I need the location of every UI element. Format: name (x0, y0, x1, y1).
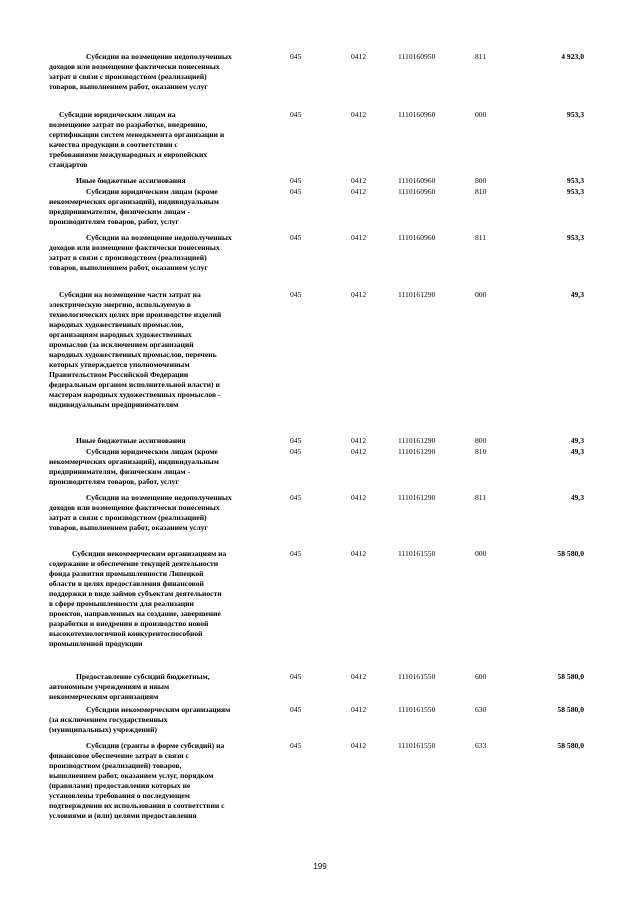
amount: 953,3 (566, 187, 584, 196)
amount: 58 580,0 (557, 705, 584, 714)
row-name-line: затрат в связи с производством (реализацией) (49, 513, 207, 522)
ministry-code: 045 (290, 493, 302, 502)
ministry-code: 045 (290, 110, 302, 119)
row-name-line: сертификации систем менеджмента организации и (49, 130, 225, 139)
section-code: 0412 (351, 447, 367, 456)
amount: 49,3 (570, 290, 584, 299)
row-name-line: выполнением работ, оказанием услуг, порядком (49, 771, 214, 780)
row-name (49, 493, 259, 533)
row-name (49, 705, 259, 735)
target-article-code: 1110161290 (398, 436, 436, 445)
row-name-line: проектов, направленных на создание, завершение (49, 609, 221, 618)
amount: 953,3 (566, 176, 584, 185)
section-code: 0412 (351, 549, 367, 558)
row-name (49, 52, 259, 92)
row-name-line: промышленной продукции (49, 639, 143, 648)
expense-type-code: 000 (475, 110, 487, 119)
row-name-line: фонда развития промышленности Липецкой (49, 569, 204, 578)
row-name-line: высокотехнологичной конкурентоспособной (49, 629, 203, 638)
row-name-line: народных художественных промыслов, (49, 320, 184, 329)
row-name-line: условиями и (или) целями предоставления (49, 811, 197, 820)
expense-type-code: 811 (475, 52, 487, 61)
target-article-code: 1110161290 (398, 290, 436, 299)
row-name-line: стандартов (49, 160, 88, 169)
section-code: 0412 (351, 290, 367, 299)
ministry-code: 045 (290, 741, 302, 750)
row-name-line: Субсидии юридическим лицам (кроме (86, 187, 218, 196)
target-article-code: 1110160960 (398, 110, 436, 119)
amount: 58 580,0 (557, 741, 584, 750)
ministry-code: 045 (290, 176, 302, 185)
amount: 49,3 (570, 436, 584, 445)
row-name-line: Субсидии на возмещение недополученных (86, 233, 232, 242)
row-name-line: технологических целях при производстве изделий (49, 310, 222, 319)
row-name-line: народных художественных промыслов, перечень (49, 350, 217, 359)
amount: 58 580,0 (557, 549, 584, 558)
row-name-line: Субсидии некоммерческим организациям на (72, 549, 227, 558)
row-name (49, 110, 259, 170)
expense-type-code: 000 (475, 549, 487, 558)
target-article-code: 1110160950 (398, 52, 436, 61)
target-article-code: 1110161550 (398, 672, 436, 681)
row-name-line: производителям товаров, работ, услуг (49, 477, 179, 486)
row-name (49, 176, 259, 186)
row-name-line: электрическую энергию, используемую в (49, 300, 191, 309)
row-name-line: предпринимателям, физическим лицам - (49, 467, 190, 476)
row-name-line: предпринимателям, физическим лицам - (49, 207, 190, 216)
row-name-line: производством (реализацией) товаров, (49, 761, 182, 770)
ministry-code: 045 (290, 290, 302, 299)
row-name-line: некоммерческих организаций), индивидуальным (49, 197, 219, 206)
row-name-line: производителям товаров, работ, услуг (49, 217, 179, 226)
expense-type-code: 800 (475, 436, 487, 445)
expense-type-code: 800 (475, 176, 487, 185)
ministry-code: 045 (290, 672, 302, 681)
ministry-code: 045 (290, 447, 302, 456)
row-name-line: Иные бюджетные ассигнования (76, 176, 186, 185)
row-name-line: Субсидии юридическим лицам (кроме (86, 447, 218, 456)
row-name-line: затрат в связи с производством (реализацией) (49, 253, 207, 262)
row-name-line: федеральным органом исполнительной власти) и (49, 380, 220, 389)
row-name-line: товаров, выполнением работ, оказанием услуг (49, 523, 208, 532)
section-code: 0412 (351, 187, 367, 196)
row-name-line: некоммерческим организациям (49, 692, 159, 701)
target-article-code: 1110161550 (398, 549, 436, 558)
row-name-line: поддержки в виде займов субъектам деятельности (49, 589, 222, 598)
row-name (49, 549, 259, 649)
section-code: 0412 (351, 436, 367, 445)
row-name-line: доходов или возмещение фактически понесенных (49, 503, 220, 512)
ministry-code: 045 (290, 436, 302, 445)
row-name-line: области в целях предоставления финансовой (49, 579, 204, 588)
row-name-line: установлены требования о последующем (49, 791, 190, 800)
target-article-code: 1110160960 (398, 176, 436, 185)
amount: 49,3 (570, 493, 584, 502)
ministry-code: 045 (290, 705, 302, 714)
row-name (49, 741, 259, 821)
row-name (49, 290, 259, 410)
row-name-line: Субсидии (гранты в форме субсидий) на (86, 741, 225, 750)
amount: 953,3 (566, 110, 584, 119)
section-code: 0412 (351, 110, 367, 119)
row-name-line: разработки и внедрения в производство новой (49, 619, 209, 628)
section-code: 0412 (351, 233, 367, 242)
expense-type-code: 810 (475, 447, 487, 456)
row-name-line: качества продукции в соответствии с (49, 140, 178, 149)
row-name-line: в сфере промышленности для реализации (49, 599, 194, 608)
ministry-code: 045 (290, 187, 302, 196)
expense-type-code: 633 (475, 741, 487, 750)
amount: 58 580,0 (557, 672, 584, 681)
row-name-line: финансовое обеспечение затрат в связи с (49, 751, 189, 760)
row-name-line: Субсидии на возмещение части затрат на (59, 290, 201, 299)
row-name-line: Предоставление субсидий бюджетным, (76, 672, 210, 681)
row-name-line: возмещение затрат по разработке, внедрению, (49, 120, 208, 129)
row-name-line: (правилами) предоставления которых не (49, 781, 191, 790)
target-article-code: 1110161290 (398, 493, 436, 502)
section-code: 0412 (351, 176, 367, 185)
target-article-code: 1110161550 (398, 741, 436, 750)
row-name-line: (за исключением государственных (49, 715, 168, 724)
amount: 4 923,0 (561, 52, 584, 61)
row-name-line: товаров, выполнением работ, оказанием услуг (49, 82, 208, 91)
section-code: 0412 (351, 493, 367, 502)
ministry-code: 045 (290, 549, 302, 558)
ministry-code: 045 (290, 233, 302, 242)
row-name-line: Субсидии на возмещение недополученных (86, 493, 232, 502)
row-name-line: Субсидии юридическим лицам на (59, 110, 176, 119)
row-name-line: промыслов (за исключением организаций (49, 340, 194, 349)
ministry-code: 045 (290, 52, 302, 61)
row-name-line: затрат в связи с производством (реализацией) (49, 72, 207, 81)
row-name-line: некоммерческих организаций), индивидуальным (49, 457, 219, 466)
row-name-line: Иные бюджетные ассигнования (76, 436, 186, 445)
row-name-line: содержание и обеспечение текущей деятельности (49, 559, 219, 568)
amount: 49,3 (570, 447, 584, 456)
row-name (49, 672, 259, 702)
row-name-line: требованиями международных и европейских (49, 150, 208, 159)
expense-type-code: 811 (475, 233, 487, 242)
row-name-line: Субсидии на возмещение недополученных (86, 52, 232, 61)
row-name-line: Правительством Российской Федерации (49, 370, 189, 379)
expense-type-code: 810 (475, 187, 487, 196)
expense-type-code: 630 (475, 705, 487, 714)
row-name (49, 447, 259, 487)
row-name (49, 187, 259, 227)
row-name-line: мастерам народных художественных промыслов - (49, 390, 221, 399)
expense-type-code: 000 (475, 290, 487, 299)
row-name-line: индивидуальным предпринимателям (49, 400, 179, 409)
row-name-line: доходов или возмещение фактически понесенных (49, 243, 220, 252)
row-name-line: которых утверждается уполномоченным (49, 360, 190, 369)
row-name-line: организациям народных художественных (49, 330, 192, 339)
row-name-line: (муниципальных) учреждений) (49, 725, 158, 734)
section-code: 0412 (351, 52, 367, 61)
expense-type-code: 811 (475, 493, 487, 502)
section-code: 0412 (351, 672, 367, 681)
row-name-line: подтверждении их использования в соответствии с (49, 801, 225, 810)
row-name-line: товаров, выполнением работ, оказанием услуг (49, 263, 208, 272)
expense-type-code: 600 (475, 672, 487, 681)
section-code: 0412 (351, 705, 367, 714)
row-name (49, 233, 259, 273)
target-article-code: 1110160960 (398, 187, 436, 196)
target-article-code: 1110161290 (398, 447, 436, 456)
row-name-line: Субсидии некоммерческим организациям (86, 705, 231, 714)
amount: 953,3 (566, 233, 584, 242)
section-code: 0412 (351, 741, 367, 750)
row-name (49, 436, 259, 446)
page-number: 199 (313, 862, 327, 871)
row-name-line: доходов или возмещение фактически понесенных (49, 62, 220, 71)
target-article-code: 1110161550 (398, 705, 436, 714)
target-article-code: 1110160960 (398, 233, 436, 242)
row-name-line: автономным учреждениям и иным (49, 682, 170, 691)
